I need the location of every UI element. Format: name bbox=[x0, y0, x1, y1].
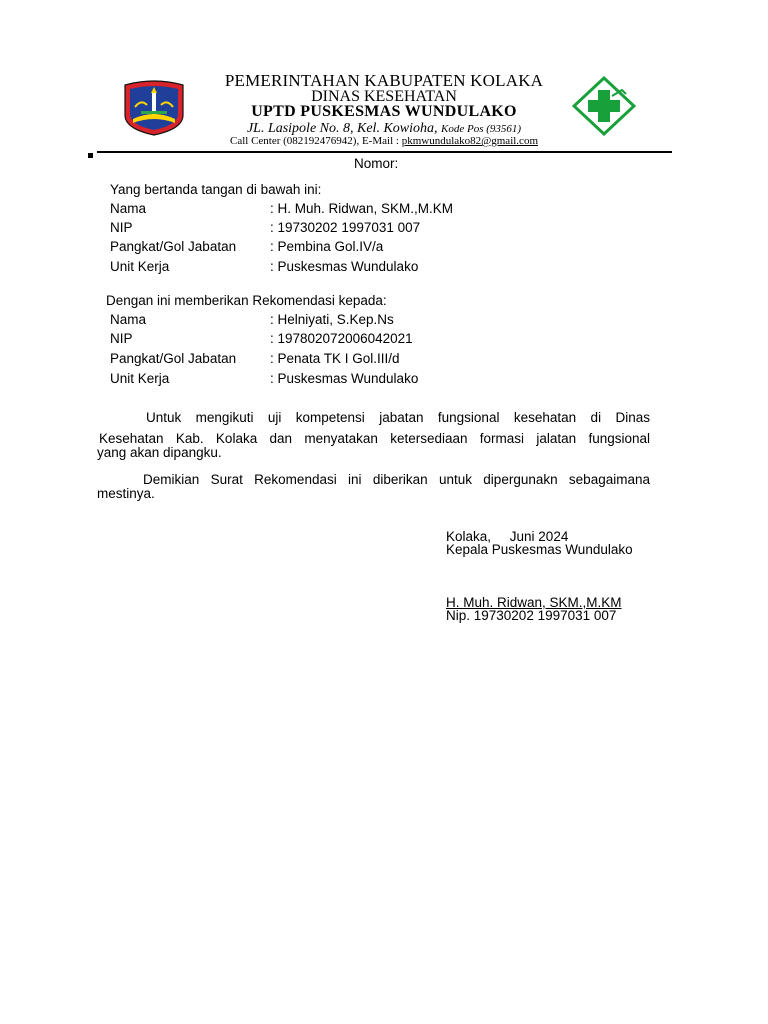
signer-rank-value: : Pembina Gol.IV/a bbox=[270, 239, 384, 254]
signer-unit-value: : Puskesmas Wundulako bbox=[270, 259, 419, 274]
signer-nip-value: : 19730202 1997031 007 bbox=[270, 220, 421, 235]
signer-intro: Yang bertanda tangan di bawah ini: bbox=[110, 182, 322, 197]
signature-place-date: Kolaka, Juni 2024 bbox=[446, 529, 569, 544]
header-address-main: JL. Lasipole No. 8, Kel. Kowioha, bbox=[246, 121, 438, 136]
signature-name: H. Muh. Ridwan, SKM.,M.KM bbox=[446, 595, 622, 610]
header-email-link[interactable]: pkmwundulako82@gmail.com bbox=[401, 135, 538, 147]
signer-name-value: : H. Muh. Ridwan, SKM.,M.KM bbox=[270, 201, 454, 216]
header-call-center: Call Center (082192476942), E-Mail : bbox=[229, 135, 399, 147]
header-government-name: PEMERINTAHAN KABUPATEN KOLAKA bbox=[224, 71, 544, 90]
recipient-name-value: : Helniyati, S.Kep.Ns bbox=[270, 312, 394, 327]
recipient-nip-label: NIP bbox=[110, 331, 133, 346]
header-contact bbox=[0, 135, 768, 147]
recipient-rank-value: : Penata TK I Gol.III/d bbox=[270, 351, 400, 366]
signer-unit-label: Unit Kerja bbox=[110, 259, 170, 274]
body-paragraph-1-line-1: Untuk mengikuti uji kompetensi jabatan fungsional kesehatan di Dinas bbox=[146, 410, 650, 425]
bullet-marker bbox=[88, 153, 93, 158]
recipient-name-label: Nama bbox=[110, 312, 147, 327]
signer-rank-label: Pangkat/Gol Jabatan bbox=[110, 239, 237, 254]
header-divider bbox=[97, 151, 672, 153]
recipient-unit-label: Unit Kerja bbox=[110, 371, 170, 386]
recommendation-intro: Dengan ini memberikan Rekomendasi kepada: bbox=[106, 293, 387, 308]
signature-title: Kepala Puskesmas Wundulako bbox=[446, 542, 633, 557]
letter-number-label: Nomor: bbox=[354, 156, 399, 171]
body-paragraph-1-line-2: Kesehatan Kab. Kolaka dan menyatakan ketersediaan formasi jalatan fungsional bbox=[99, 431, 650, 446]
signer-name-label: Nama bbox=[110, 201, 147, 216]
body-paragraph-2-line-1: Demikian Surat Rekomendasi ini diberikan untuk dipergunakn sebagaimana bbox=[143, 472, 650, 487]
recipient-unit-value: : Puskesmas Wundulako bbox=[270, 371, 419, 386]
header-institution-name: UPTD PUSKESMAS WUNDULAKO bbox=[251, 103, 517, 120]
signer-nip-label: NIP bbox=[110, 220, 133, 235]
signature-nip: Nip. 19730202 1997031 007 bbox=[446, 608, 617, 623]
recipient-nip-value: : 197802072006042021 bbox=[270, 331, 413, 346]
header-postal-code: Kode Pos (93561) bbox=[441, 123, 522, 135]
body-paragraph-2-line-2: mestinya. bbox=[97, 486, 155, 501]
body-paragraph-1-line-3: yang akan dipangku. bbox=[97, 445, 222, 460]
header-department-name: DINAS KESEHATAN bbox=[311, 88, 457, 105]
recipient-rank-label: Pangkat/Gol Jabatan bbox=[110, 351, 237, 366]
